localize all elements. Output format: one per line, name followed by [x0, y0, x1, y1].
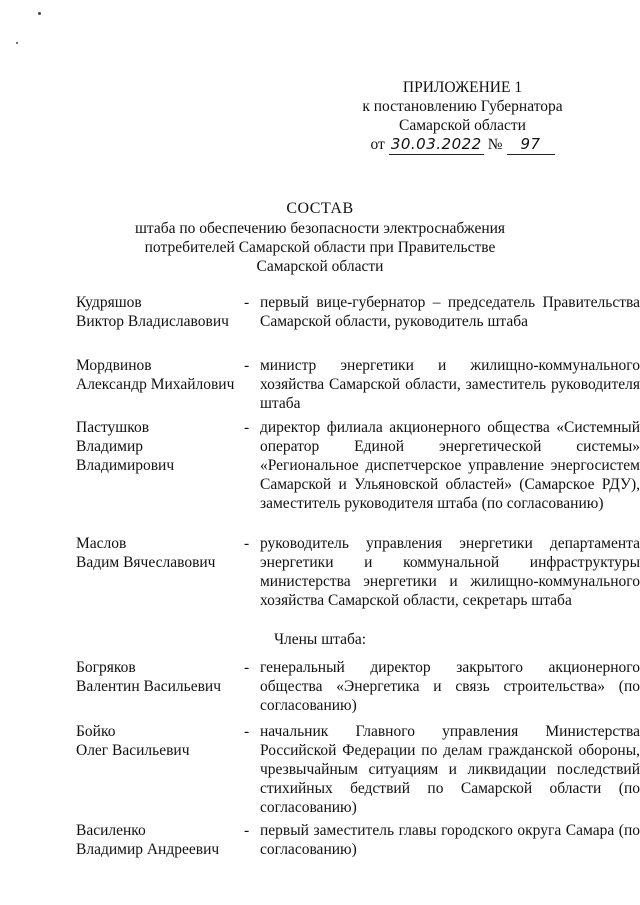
member-role: директор филиала акционерного общества «Системный оператор Единой энергетической системы» «Региональное диспетчерское управление энергосистем Самарской и Ульяновской областей» (Самарское РДУ), заместитель руководителя штаба (по согласованию) — [260, 419, 640, 512]
member-name — [76, 658, 241, 696]
appendix-title: ПРИЛОЖЕНИЕ 1 — [402, 79, 523, 96]
appendix-region-line: Самарской области — [399, 117, 526, 134]
member-surname: Мордвинов — [76, 357, 152, 374]
member-surname: Маслов — [76, 535, 127, 552]
dash-separator: - — [244, 294, 250, 311]
member-given-name: Олег Васильевич — [76, 742, 190, 759]
member-surname: Пастушков — [76, 419, 150, 436]
member-name — [76, 821, 241, 859]
member-role: генеральный директор закрытого акционерного общества «Энергетика и связь строительства» (по согласованию) — [260, 659, 640, 714]
dash-separator: - — [244, 659, 250, 676]
dash-separator: - — [244, 822, 250, 839]
scan-speck — [38, 12, 41, 15]
member-role: начальник Главного управления Министерства Российской Федерации по делам гражданской обороны, чрезвычайным ситуациям и ликвидации последствий стихийных бедствий по Самарской области (по согласованию) — [260, 723, 640, 816]
member-given-name: Виктор Владиславович — [76, 313, 229, 330]
member-role: министр энергетики и жилищно-коммунального хозяйства Самарской области, заместитель руководителя штаба — [260, 357, 640, 412]
member-surname: Богряков — [76, 659, 136, 676]
member-given-name: Александр Михайлович — [76, 376, 235, 393]
member-given-name: Вадим Вячеславович — [76, 554, 216, 571]
subtitle-line-2: потребителей Самарской области при Правительстве — [144, 239, 496, 256]
member-given-name: Валентин Васильевич — [76, 678, 221, 695]
appendix-date-line — [340, 135, 585, 155]
number-label: № — [487, 136, 503, 153]
members-heading: Члены штаба: — [273, 631, 367, 648]
member-given-name: Владимир Владимирович — [76, 438, 175, 474]
member-surname: Кудряшов — [76, 294, 142, 311]
decree-date: 30.03.2022 — [390, 135, 482, 153]
member-surname: Бойко — [76, 723, 116, 740]
dash-separator: - — [244, 535, 250, 552]
member-surname: Василенко — [76, 822, 146, 839]
member-role: первый вице-губернатор – председатель Правительства Самарской области, руководитель штаба — [260, 294, 640, 330]
member-role: первый заместитель главы городского округа Самара (по согласованию) — [260, 822, 640, 858]
member-role: руководитель управления энергетики департамента энергетики и коммунальной инфраструктуры министерства энергетики и жилищно-коммунального хозяйства Самарской области, секретарь штаба — [260, 535, 640, 609]
dash-separator: - — [244, 357, 250, 374]
from-label: от — [370, 136, 385, 153]
member-name — [76, 418, 241, 475]
dash-separator: - — [244, 723, 250, 740]
member-name — [76, 534, 241, 572]
decree-number: 97 — [507, 135, 555, 155]
subtitle-line-1: штаба по обеспечению безопасности электроснабжения — [134, 220, 506, 237]
document-subtitle — [0, 219, 640, 276]
member-name — [76, 722, 241, 760]
member-given-name: Владимир Андреевич — [76, 841, 220, 858]
dash-separator: - — [244, 419, 250, 436]
document-heading: СОСТАВ — [286, 200, 354, 217]
member-name — [76, 356, 241, 394]
member-name — [76, 293, 241, 331]
appendix-decree-line: к постановлению Губернатора — [362, 98, 563, 115]
scan-speck — [16, 42, 18, 44]
appendix-block — [340, 78, 585, 155]
subtitle-line-3: Самарской области — [256, 258, 384, 275]
